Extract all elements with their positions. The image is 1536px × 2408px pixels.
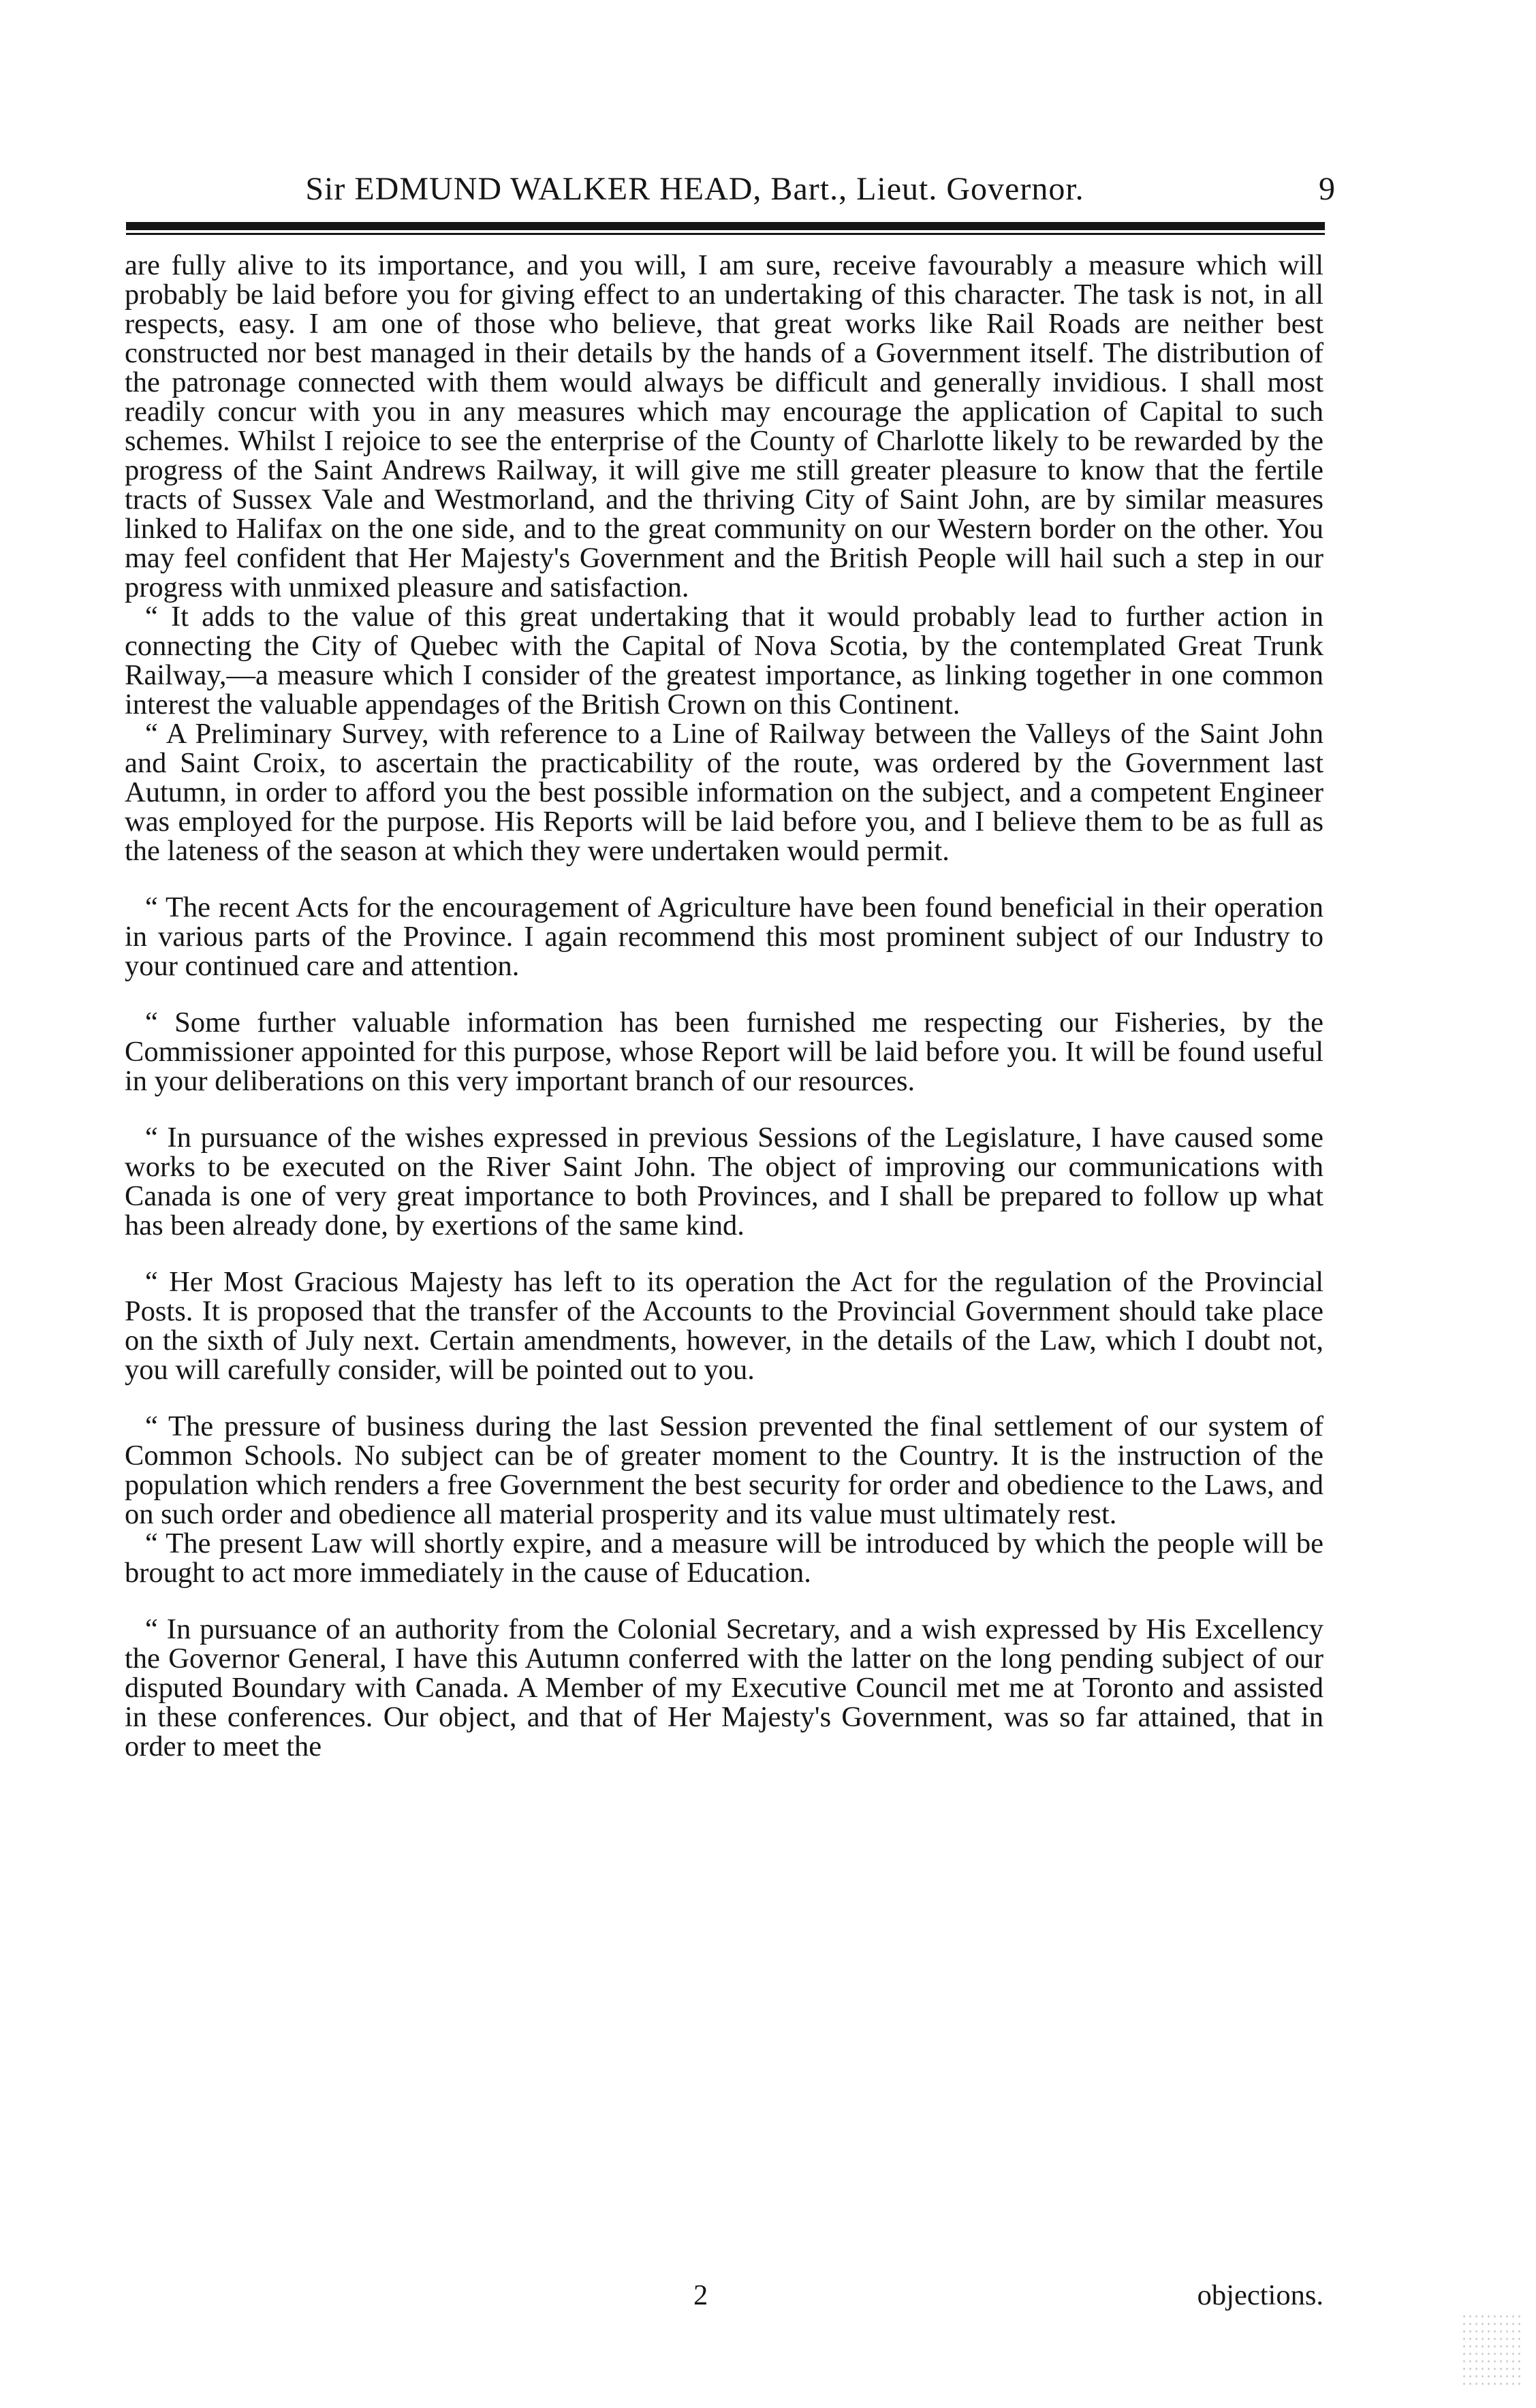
body-text: [125, 251, 1323, 1761]
paragraph-railways-continued: are fully alive to its importance, and you will, I am sure, receive favourably a measure which will probably be laid before you for giving effect to an undertaking of this character. The task is not, in all respects, easy. I am one of those who believe, that great works like Rail Roads are neither best constructed nor best managed in their details by the hands of a Government itself. The distribution of the patronage connected with them would always be difficult and generally invidious. I shall most readily concur with you in any measures which may encourage the application of Capital to such schemes. Whilst I rejoice to see the enterprise of the County of Charlotte likely to be rewarded by the progress of the Saint Andrews Railway, it will give me still greater pleasure to know that the fertile tracts of Sussex Vale and Westmorland, and the thriving City of Saint John, are by similar measures linked to Halifax on the one side, and to the great community on our Western border on the other. You may feel confident that Her Majesty's Government and the British People will hail such a step in our progress with unmixed pleasure and satisfaction.: [125, 249, 1323, 603]
paragraph-agriculture: “ The recent Acts for the encouragement of Agriculture have been found beneficial in their operation in various parts of the Province. I again recommend this most prominent subject of our Industry to your continued care and attention.: [125, 891, 1323, 982]
running-title: Sir EDMUND WALKER HEAD, Bart., Lieut. Governor.: [305, 171, 1084, 207]
header-rule-thick: [126, 222, 1325, 230]
header-rule-thin: [126, 233, 1325, 235]
paper-speckle: [1461, 2313, 1522, 2388]
page-number: 9: [1319, 171, 1335, 207]
running-header: [116, 170, 1335, 218]
signature-mark: 2: [693, 2279, 708, 2311]
paragraph-river-saint-john: “ In pursuance of the wishes expressed in previous Sessions of the Legislature, I have caused some works to be executed on the River Saint John. The object of improving our communications with Canada is one of very great importance to both Provinces, and I shall be prepared to follow up what has been already done, by exertions of the same kind.: [125, 1122, 1323, 1241]
paragraph-provincial-posts: “ Her Most Gracious Majesty has left to its operation the Act for the regulation of the Provincial Posts. It is proposed that the transfer of the Accounts to the Provincial Government should take place on the sixth of July next. Certain amendments, however, in the details of the Law, which I doubt not, you will carefully consider, will be pointed out to you.: [125, 1266, 1323, 1386]
catchword: objections.: [1197, 2279, 1323, 2311]
paragraph-great-trunk-railway: “ It adds to the value of this great undertaking that it would probably lead to further action in connecting the City of Quebec with the Capital of Nova Scotia, by the contemplated Great Trunk Railway,—a measure which I consider of the greatest importance, as linking together in one common interest the valuable appendages of the British Crown on this Continent.: [125, 601, 1323, 720]
paragraph-fisheries: “ Some further valuable information has been furnished me respecting our Fisheries, by the Commissioner appointed for this purpose, whose Report will be laid before you. It will be found useful in your deliberations on this very important branch of our resources.: [125, 1007, 1323, 1097]
paragraph-preliminary-survey: “ A Preliminary Survey, with reference to a Line of Railway between the Valleys of the Saint John and Saint Croix, to ascertain the practicability of the route, was ordered by the Government last Autumn, in order to afford you the best possible information on the subject, and a competent Engineer was employed for the purpose. His Reports will be laid before you, and I believe them to be as full as the lateness of the season at which they were undertaken would permit.: [125, 718, 1323, 867]
paragraph-education-law: “ The present Law will shortly expire, and a measure will be introduced by which the people will be brought to act more immediately in the cause of Education.: [125, 1527, 1323, 1589]
page-footer: [125, 2279, 1323, 2313]
paragraph-common-schools: “ The pressure of business during the last Session prevented the final settlement of our system of Common Schools. No subject can be of greater moment to the Country. It is the instruction of the population which renders a free Government the best security for order and obedience to the Laws, and on such order and obedience all material prosperity and its value must ultimately rest.: [125, 1410, 1323, 1530]
paragraph-boundary: “ In pursuance of an authority from the Colonial Secretary, and a wish expressed by His Excellency the Governor General, I have this Autumn conferred with the latter on the long pending subject of our disputed Boundary with Canada. A Member of my Executive Council met me at Toronto and assisted in these conferences. Our object, and that of Her Majesty's Government, was so far attained, that in order to meet the: [125, 1613, 1323, 1762]
